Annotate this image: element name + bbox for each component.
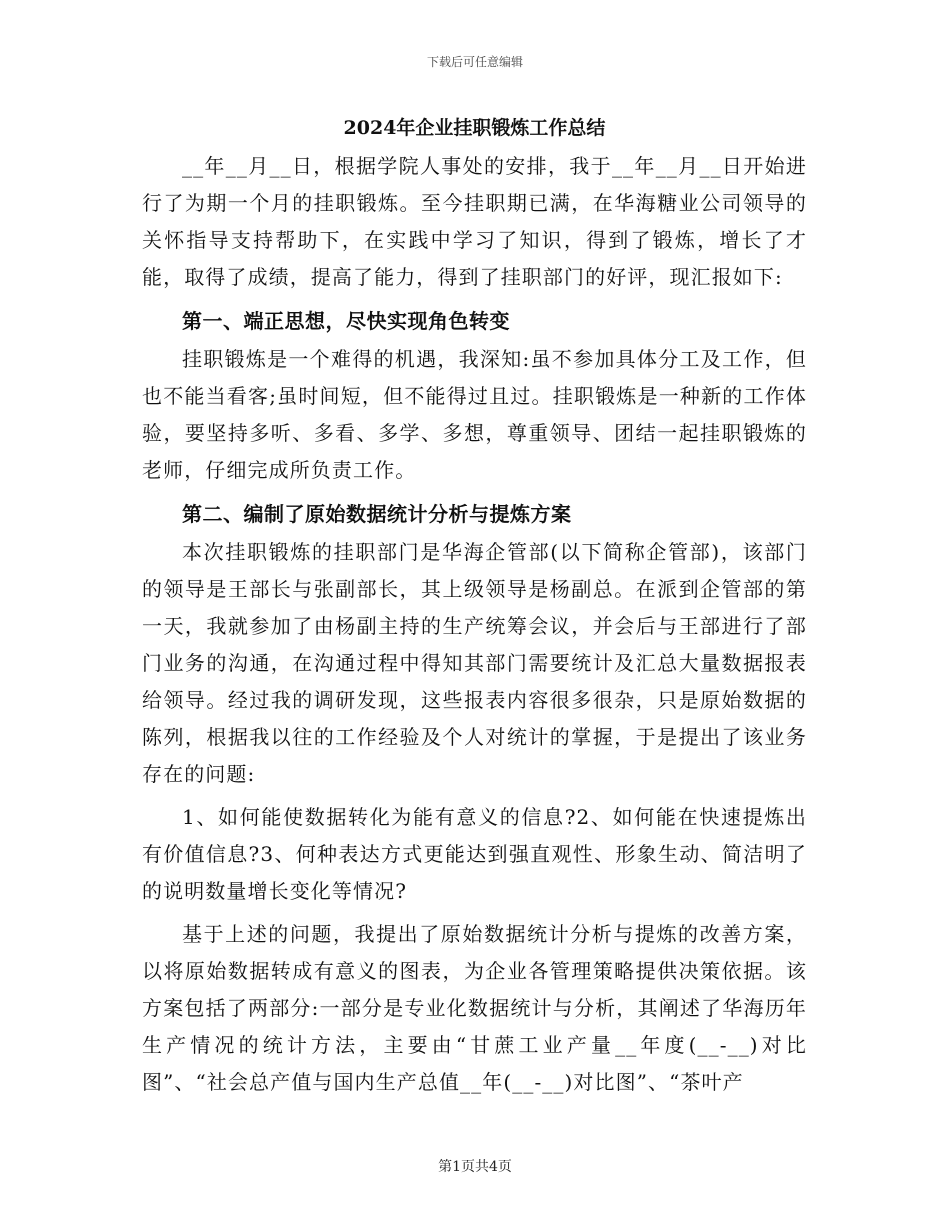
section-heading-1: 第一、端正思想，尽快实现角色转变 <box>182 309 510 333</box>
document-title: 2024年企业挂职锻炼工作总结 <box>343 117 606 139</box>
questions-paragraph: 1、如何能使数据转化为能有意义的信息?2、如何能在快速提炼出有价值信息?3、何种表达方式更能达到强直观性、形象生动、简洁明了的说明数量增长变化等情况? <box>142 805 807 903</box>
page-header-note: 下载后可任意编辑 <box>426 55 523 69</box>
page-number-footer: 第1页共4页 <box>438 1159 512 1175</box>
intro-paragraph: __年__月__日，根据学院人事处的安排，我于__年__月__日开始进行了为期一个月的挂职锻炼。至今挂职期已满，在华海糖业公司领导的关怀指导支持帮助下，在实践中学习了知识，得到了锻炼，增长了才能，取得了成绩，提高了能力，得到了挂职部门的好评，现汇报如下: <box>142 154 807 289</box>
section-heading-2: 第二、编制了原始数据统计分析与提炼方案 <box>182 502 572 526</box>
proposal-paragraph: 基于上述的问题，我提出了原始数据统计分析与提炼的改善方案，以将原始数据转成有意义的图表，为企业各管理策略提供决策依据。该方案包括了两部分:一部分是专业化数据统计与分析，其阐述了华海历年生产情况的统计方法，主要由“甘蔗工业产量__年度(__-__)对比图”、“社会总产值与国内生产总值__年(__-__)对比图”、“茶叶产 <box>142 922 807 1094</box>
section-1-paragraph: 挂职锻炼是一个难得的机遇，我深知:虽不参加具体分工及工作，但也不能当看客;虽时间短，但不能得过且过。挂职锻炼是一种新的工作体验，要坚持多听、多看、多学、多想，尊重领导、团结一起挂职锻炼的老师，仔细完成所负责工作。 <box>142 347 807 482</box>
section-2-paragraph: 本次挂职锻炼的挂职部门是华海企管部(以下简称企管部)，该部门的领导是王部长与张副部长，其上级领导是杨副总。在派到企管部的第一天，我就参加了由杨副主持的生产统筹会议，并会后与王部进行了部门业务的沟通，在沟通过程中得知其部门需要统计及汇总大量数据报表给领导。经过我的调研发现，这些报表内容很多很杂，只是原始数据的陈列，根据我以往的工作经验及个人对统计的掌握，于是提出了该业务存在的问题: <box>142 540 807 786</box>
document-body <box>142 108 807 1101</box>
